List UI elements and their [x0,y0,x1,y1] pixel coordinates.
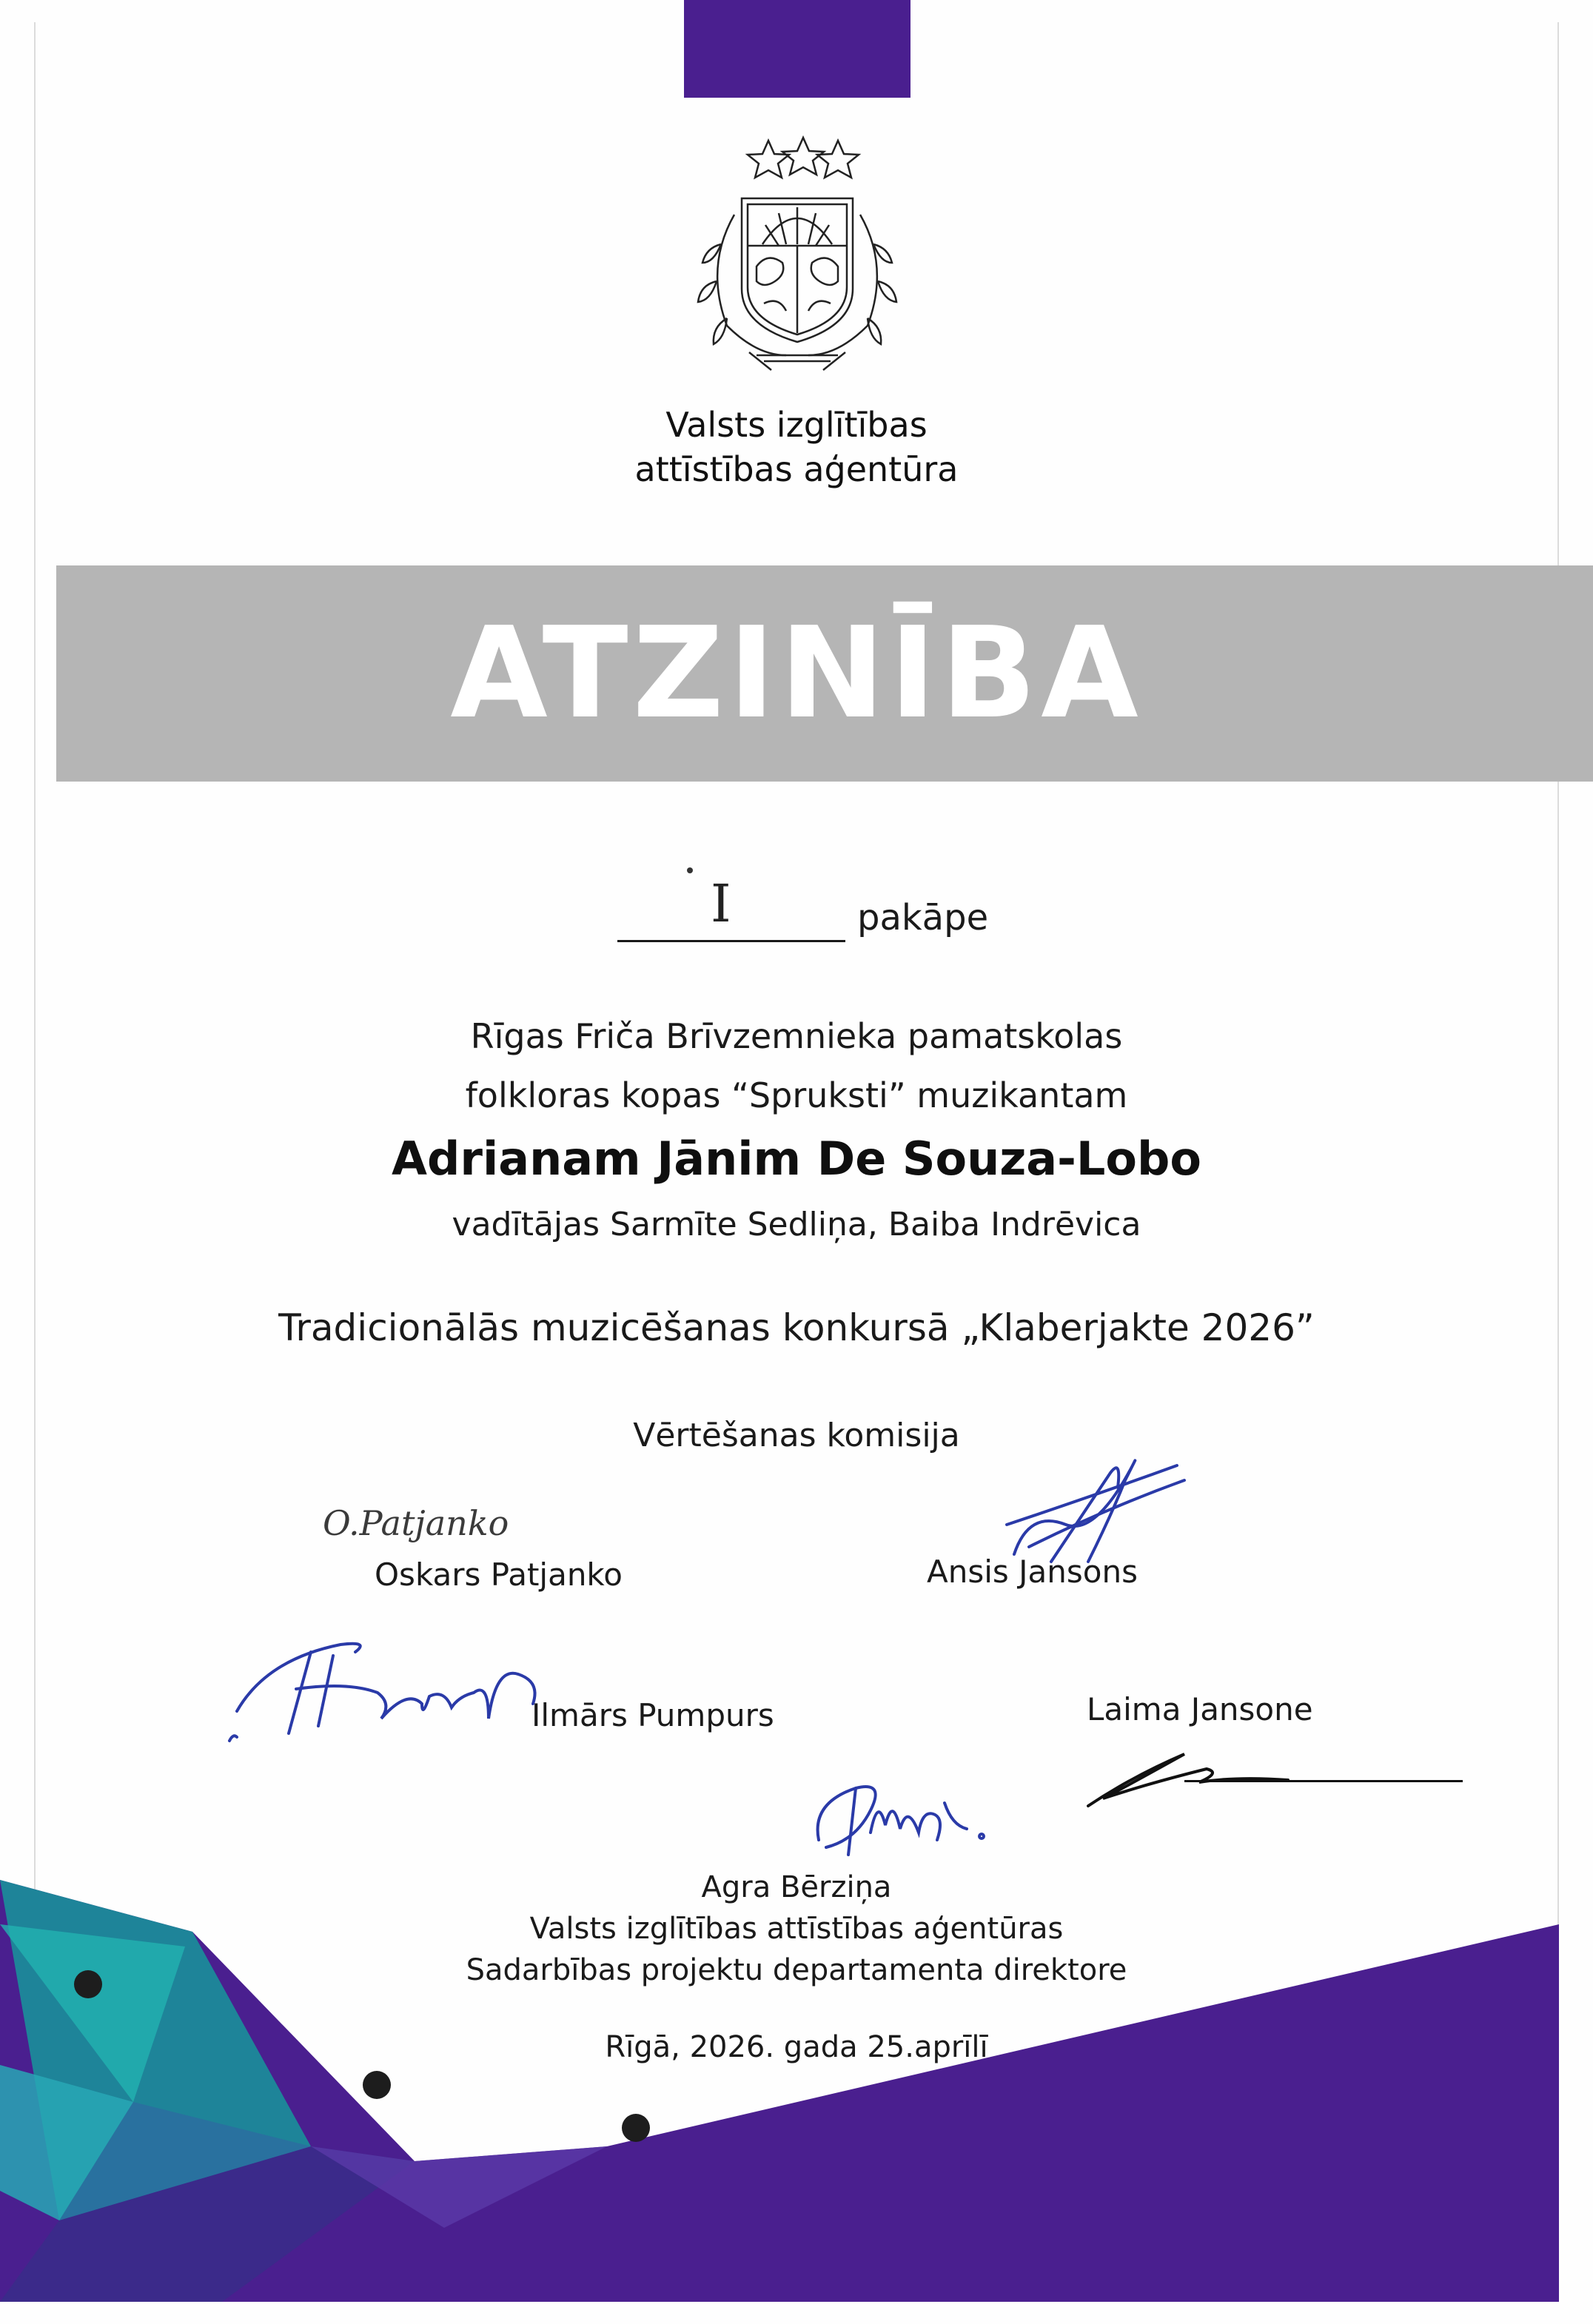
top-purple-bar [684,0,910,98]
signature-ilmars [222,1622,577,1748]
director-org: Valsts izglītības attīstības aģentūras [529,1912,1064,1946]
school-name: Rīgas Friča Brīvzemnieka pamatskolas [470,1016,1123,1056]
decor-dot-2 [363,2071,391,2099]
ensemble-line: folkloras kopas “Spruksti” muzikantam [465,1075,1128,1115]
signature-line-laima [1184,1780,1463,1782]
recipient-affiliation [0,1007,1593,1125]
agency-name-line1: Valsts izglītības [665,405,928,445]
member-laima: Laima Jansone [1087,1691,1313,1727]
grade-underline [617,940,845,942]
grade-mark-dot [687,867,693,873]
recipient-name: Adrianam Jānim De Souza-Lobo [392,1132,1201,1186]
coat-of-arms-icon [675,133,919,377]
ensemble-leaders: vadītājas Sarmīte Sedliņa, Baiba Indrēvica [452,1206,1141,1243]
commission-heading: Vērtēšanas komisija [633,1417,960,1454]
certificate-title: ATZINĪBA [450,600,1143,747]
member-ansis: Ansis Jansons [927,1554,1138,1590]
agency-name [0,403,1593,491]
director-name: Agra Bērziņa [701,1870,892,1904]
grade-value-handwritten: I [711,873,731,934]
decor-dot-3 [622,2114,650,2142]
signature-oskars-text: O.Patjanko [323,1503,509,1543]
grade-label: pakāpe [857,897,989,938]
agency-name-line2: attīstības aģentūra [634,449,959,489]
director-position: Sadarbības projektu departamenta direktore [466,1953,1127,1987]
member-ilmars: Ilmārs Pumpurs [531,1697,774,1733]
director-block [0,1867,1593,1991]
contest-name: Tradicionālās muzicēšanas konkursā „Klaberjakte 2026” [278,1306,1315,1349]
member-oskars: Oskars Patjanko [375,1556,623,1593]
issue-date: Rīgā, 2026. gada 25.aprīlī [605,2030,988,2064]
signature-agra [796,1759,1004,1870]
signature-oskars [323,1501,509,1545]
